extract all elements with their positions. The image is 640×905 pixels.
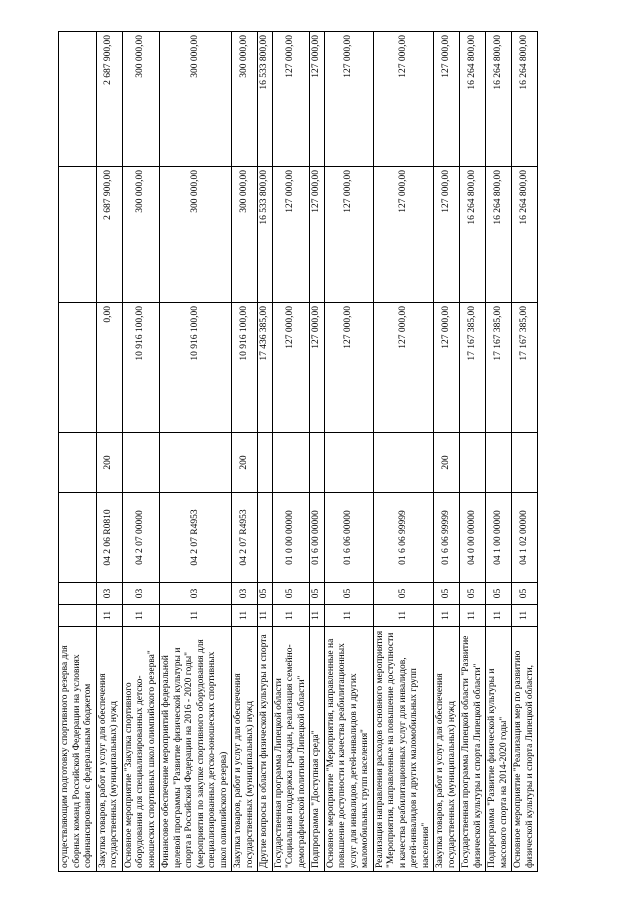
row-glava: 11 (434, 605, 460, 627)
row-glava: 11 (160, 605, 232, 627)
table-body (59, 32, 538, 872)
row-glava: 11 (310, 605, 325, 627)
row-glava: 11 (258, 605, 273, 627)
row-amount-year-2: 300 000,00 (232, 167, 258, 303)
row-amount-year-2: 16 264 800,00 (512, 167, 538, 303)
row-amount-year-3: 300 000,00 (160, 32, 232, 167)
row-amount-year-3: 127 000,00 (434, 32, 460, 167)
row-amount-year-2: 2 687 900,00 (96, 167, 122, 303)
row-expense-type (160, 433, 232, 493)
row-expense-type (310, 433, 325, 493)
row-amount-year-1: 17 167 385,00 (460, 303, 486, 433)
rotated-budget-table (58, 32, 563, 872)
row-section: 03 (122, 583, 160, 605)
row-glava (59, 605, 97, 627)
row-name: Государственная программа Липецкой области "Развитие физической культуры и спорта Липецкой области" (460, 627, 486, 872)
row-target-article (258, 493, 273, 583)
row-section: 05 (258, 583, 273, 605)
row-target-article: 01 6 00 00000 (310, 493, 325, 583)
row-amount-year-1: 127 000,00 (434, 303, 460, 433)
row-expense-type (460, 433, 486, 493)
row-name: Закупка товаров, работ и услуг для обеспечения государственных (муниципальных) нужд (232, 627, 258, 872)
row-expense-type: 200 (232, 433, 258, 493)
row-amount-year-2: 300 000,00 (122, 167, 160, 303)
row-target-article: 04 2 06 R0810 (96, 493, 122, 583)
row-amount-year-3: 300 000,00 (122, 32, 160, 167)
row-target-article: 01 6 06 99999 (434, 493, 460, 583)
row-amount-year-3: 127 000,00 (373, 32, 434, 167)
row-amount-year-2: 16 264 800,00 (460, 167, 486, 303)
row-amount-year-2: 127 000,00 (434, 167, 460, 303)
row-expense-type (486, 433, 512, 493)
row-amount-year-3: 127 000,00 (310, 32, 325, 167)
table-row (258, 32, 273, 872)
row-glava: 11 (122, 605, 160, 627)
table-row (434, 32, 460, 872)
table-row (96, 32, 122, 872)
row-expense-type (373, 433, 434, 493)
row-section: 03 (232, 583, 258, 605)
row-amount-year-2: 16 264 800,00 (486, 167, 512, 303)
row-amount-year-1: 10 916 100,00 (160, 303, 232, 433)
row-target-article: 04 2 07 R4953 (160, 493, 232, 583)
row-amount-year-3: 300 000,00 (232, 32, 258, 167)
table-row (272, 32, 310, 872)
row-name: Другие вопросы в области физической культуры и спорта (258, 627, 273, 872)
row-amount-year-1: 10 916 100,00 (122, 303, 160, 433)
row-name: Подпрограмма "Доступная среда" (310, 627, 325, 872)
row-section: 05 (272, 583, 310, 605)
row-expense-type (59, 433, 97, 493)
table-row (232, 32, 258, 872)
table-row (59, 32, 97, 872)
row-amount-year-1: 127 000,00 (310, 303, 325, 433)
row-name: Основное мероприятие "Реализация мер по развитию физической культуры и спорта Липецкой области, (512, 627, 538, 872)
row-amount-year-2: 16 533 800,00 (258, 167, 273, 303)
row-target-article: 01 6 06 99999 (373, 493, 434, 583)
row-amount-year-2: 300 000,00 (160, 167, 232, 303)
row-glava: 11 (512, 605, 538, 627)
budget-table (58, 31, 538, 872)
table-row (373, 32, 434, 872)
row-section: 05 (460, 583, 486, 605)
row-section: 05 (486, 583, 512, 605)
row-expense-type (512, 433, 538, 493)
row-amount-year-2: 127 000,00 (373, 167, 434, 303)
row-section: 03 (96, 583, 122, 605)
row-target-article: 04 2 07 R4953 (232, 493, 258, 583)
row-amount-year-1 (59, 303, 97, 433)
row-name: Основное мероприятие "Мероприятия, направленные на повышение доступности и качества реабилитационных услуг для инвалидов, детей-инвалидов и других маломобильных групп населения" (324, 627, 373, 872)
row-target-article (59, 493, 97, 583)
row-glava: 11 (486, 605, 512, 627)
row-amount-year-3: 16 264 800,00 (512, 32, 538, 167)
row-glava: 11 (373, 605, 434, 627)
row-glava: 11 (272, 605, 310, 627)
row-glava: 11 (232, 605, 258, 627)
row-amount-year-3: 127 000,00 (324, 32, 373, 167)
row-amount-year-3: 16 533 800,00 (258, 32, 273, 167)
row-amount-year-2 (59, 167, 97, 303)
row-amount-year-1: 127 000,00 (272, 303, 310, 433)
row-name: Подпрограмма "Развитие физической культуры и массового спорта на 2014-2020 годы" (486, 627, 512, 872)
row-name: Реализация направления расходов основного мероприятия "Мероприятия, направленные на повышение доступности и качества реабилитационных услуг для инвалидов, детей-инвалидов и других маломобильных групп населения" (373, 627, 434, 872)
table-row (460, 32, 486, 872)
row-section (59, 583, 97, 605)
table-row (324, 32, 373, 872)
row-amount-year-1: 10 916 100,00 (232, 303, 258, 433)
row-section: 03 (160, 583, 232, 605)
row-section: 05 (434, 583, 460, 605)
table-row (122, 32, 160, 872)
row-section: 05 (512, 583, 538, 605)
row-amount-year-1: 17 167 385,00 (486, 303, 512, 433)
row-target-article: 04 1 02 00000 (512, 493, 538, 583)
row-target-article: 04 0 00 00000 (460, 493, 486, 583)
table-row (512, 32, 538, 872)
row-amount-year-2: 127 000,00 (272, 167, 310, 303)
row-amount-year-1: 17 436 385,00 (258, 303, 273, 433)
row-amount-year-3: 16 264 800,00 (486, 32, 512, 167)
row-amount-year-2: 127 000,00 (324, 167, 373, 303)
row-amount-year-1: 127 000,00 (373, 303, 434, 433)
row-expense-type (272, 433, 310, 493)
row-amount-year-1: 127 000,00 (324, 303, 373, 433)
row-expense-type: 200 (96, 433, 122, 493)
row-amount-year-1: 0,00 (96, 303, 122, 433)
table-row (486, 32, 512, 872)
table-row (310, 32, 325, 872)
row-target-article: 01 6 06 00000 (324, 493, 373, 583)
row-expense-type (324, 433, 373, 493)
row-amount-year-3: 2 687 900,00 (96, 32, 122, 167)
row-amount-year-3: 127 000,00 (272, 32, 310, 167)
row-glava: 11 (324, 605, 373, 627)
table-row (160, 32, 232, 872)
row-expense-type (122, 433, 160, 493)
row-section: 05 (324, 583, 373, 605)
row-expense-type (258, 433, 273, 493)
row-name: Финансовое обеспечение мероприятий федеральной целевой программы "Развитие физической культуры и спорта в Российской Федерации на 2016 - 2020 годы" (мероприятия по закупке спортивного оборудования для специализированных детско-юношеских спортивных школ олимпийского резерва) (160, 627, 232, 872)
row-glava: 11 (460, 605, 486, 627)
row-section: 05 (373, 583, 434, 605)
row-target-article: 04 2 07 00000 (122, 493, 160, 583)
row-expense-type: 200 (434, 433, 460, 493)
row-name: Государственная программа Липецкой области "Социальная поддержка граждан, реализация семейно-демографической политики Липецкой области" (272, 627, 310, 872)
row-amount-year-2: 127 000,00 (310, 167, 325, 303)
row-name: Закупка товаров, работ и услуг для обеспечения государственных (муниципальных) нужд (434, 627, 460, 872)
row-name: Закупка товаров, работ и услуг для обеспечения государственных (муниципальных) нужд (96, 627, 122, 872)
row-name: осуществляющим подготовку спортивного резерва для сборных команд Российской Федерации на условиях софинансирования с федеральным бюджетом (59, 627, 97, 872)
row-amount-year-1: 17 167 385,00 (512, 303, 538, 433)
row-glava: 11 (96, 605, 122, 627)
row-name: Основное мероприятие "Закупка спортивного оборудования для специализированных детско-юношеских спортивных школ олимпийского резерва" (122, 627, 160, 872)
row-target-article: 04 1 00 00000 (486, 493, 512, 583)
row-section: 05 (310, 583, 325, 605)
row-amount-year-3: 16 264 800,00 (460, 32, 486, 167)
row-target-article: 01 0 00 00000 (272, 493, 310, 583)
row-amount-year-3 (59, 32, 97, 167)
